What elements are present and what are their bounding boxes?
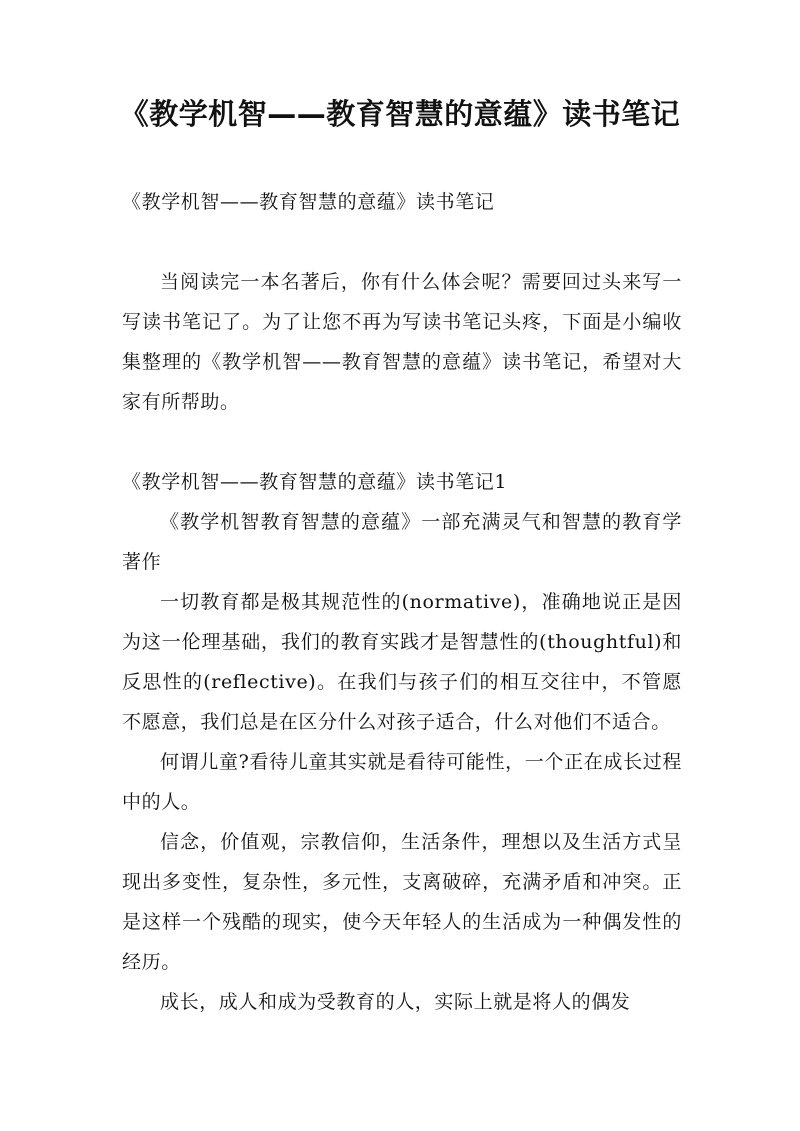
body-paragraph: 成长，成人和成为受教育的人，实际上就是将人的偶发 [160, 991, 631, 1013]
body-paragraph: 《教学机智教育智慧的意蕴》一部充满灵气和智慧的教育学著作 [122, 511, 682, 573]
body-paragraph: 何谓儿童?看待儿童其实就是看待可能性，一个正在成长过程中的人。 [122, 751, 682, 813]
document-title: 《教学机智——教育智慧的意蕴》读书笔记 [119, 97, 681, 131]
intro-paragraph: 当阅读完一本名著后，你有什么体会呢？需要回过头来写一写读书笔记了。为了让您不再为写读书笔记头疼，下面是小编收集整理的《教学机智——教育智慧的意蕴》读书笔记，希望对大家有所帮助。 [122, 271, 682, 413]
section-heading: 《教学机智——教育智慧的意蕴》读书笔记1 [122, 471, 508, 493]
document-subtitle: 《教学机智——教育智慧的意蕴》读书笔记 [122, 191, 495, 213]
document-body [122, 182, 682, 1022]
body-paragraph: 一切教育都是极其规范性的(normative)，准确地说正是因为这一伦理基础，我们的教育实践才是智慧性的(thoughtful)和反思性的(reflective)。在我们与孩子们的相互交往中，不管愿不愿意，我们总是在区分什么对孩子适合，什么对他们不适合。 [122, 591, 682, 733]
body-paragraph: 信念，价值观，宗教信仰，生活条件，理想以及生活方式呈现出多变性，复杂性，多元性，支离破碎，充满矛盾和冲突。正是这样一个残酷的现实，使今天年轻人的生活成为一种偶发性的经历。 [122, 831, 682, 973]
